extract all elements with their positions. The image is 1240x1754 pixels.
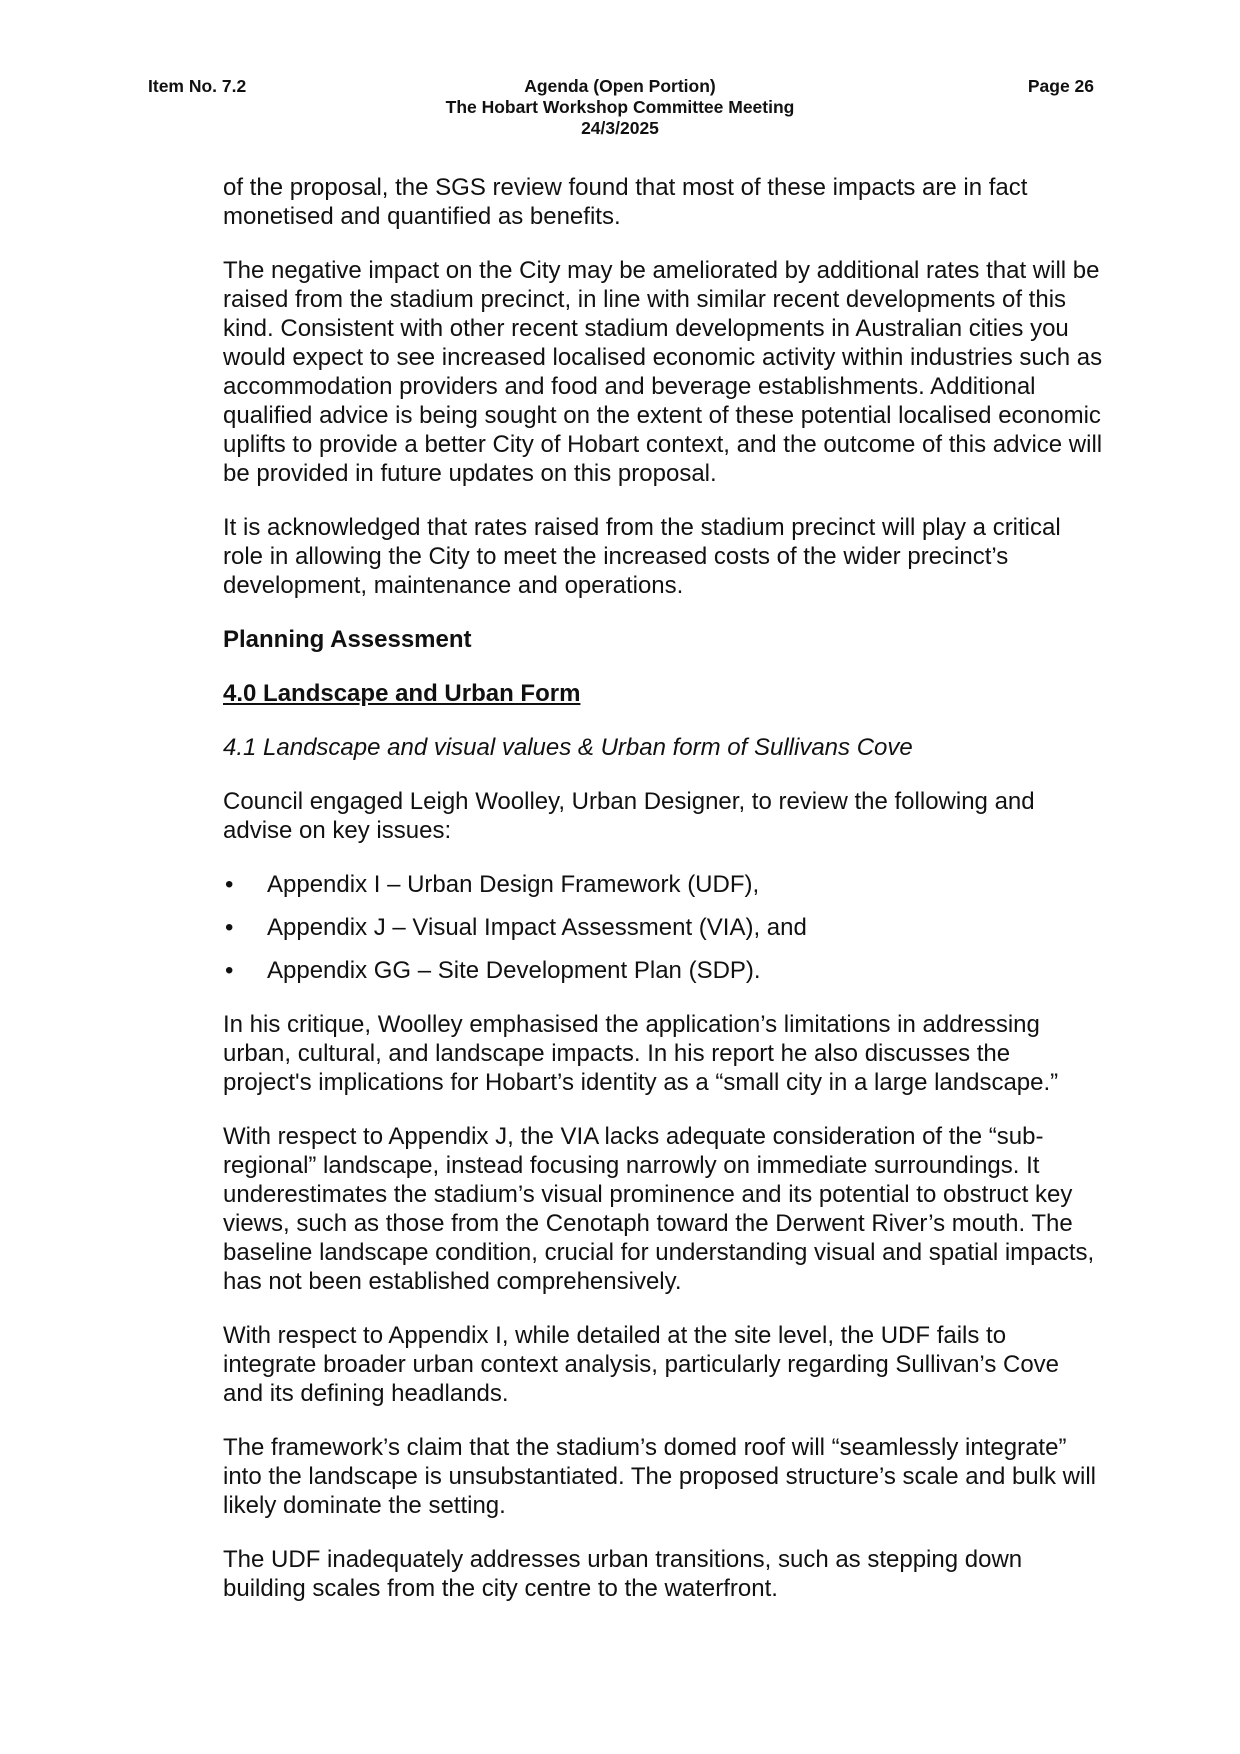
list-item-text: Appendix I – Urban Design Framework (UDF), [267, 871, 760, 898]
appendix-list [223, 870, 1103, 985]
list-item-text: Appendix J – Visual Impact Assessment (VIA), and [267, 914, 807, 941]
paragraph-framework-claim: The framework’s claim that the stadium’s domed roof will “seamlessly integrate” into the landscape is unsubstantiated. The proposed structure’s scale and bulk will likely dominate the setting. [223, 1434, 1096, 1519]
paragraph-urban-transitions: The UDF inadequately addresses urban transitions, such as stepping down building scales from the city centre to the waterfront. [223, 1546, 1023, 1602]
heading-planning-assessment: Planning Assessment [223, 626, 472, 653]
bullet-icon: • [225, 914, 234, 941]
agenda-label: Agenda (Open Portion) [524, 76, 716, 96]
item-number: Item No. 7.2 [148, 76, 247, 96]
meeting-title: The Hobart Workshop Committee Meeting [445, 97, 795, 117]
paragraph-critique: In his critique, Woolley emphasised the application’s limitations in addressing urban, cultural, and landscape impacts. In his report he also discusses the project's implications for Hobart’s identity as a “small city in a large landscape.” [223, 1011, 1059, 1096]
bullet-icon: • [225, 871, 234, 898]
heading-landscape-urban-form: 4.0 Landscape and Urban Form [223, 680, 581, 707]
paragraph-appendix-i: With respect to Appendix I, while detailed at the site level, the UDF fails to integrate broader urban context analysis, particularly regarding Sullivan’s Cove and its defining headlands. [223, 1322, 1060, 1407]
paragraph-appendix-j: With respect to Appendix J, the VIA lacks adequate consideration of the “sub-regional” landscape, instead focusing narrowly on immediate surroundings. It underestimates the stadium’s visual prominence and its potential to obstruct key views, such as those from the Cenotaph toward the Derwent River’s mouth. The baseline landscape condition, crucial for understanding visual and spatial impacts, has not been established comprehensively. [223, 1123, 1095, 1295]
list-item-appendix-i [223, 870, 1103, 899]
document-body [223, 173, 1103, 1628]
paragraph-rates: It is acknowledged that rates raised from the stadium precinct will play a critical role in allowing the City to meet the increased costs of the wider precinct’s development, maintenance and operations. [223, 514, 1061, 599]
paragraph-negative-impact: The negative impact on the City may be ameliorated by additional rates that will be raised from the stadium precinct, in line with similar recent developments of this kind. Consistent with other recent stadium developments in Australian cities you would expect to see increased localised economic activity within industries such as accommodation providers and food and beverage establishments. Additional qualified advice is being sought on the extent of these potential localised economic uplifts to provide a better City of Hobart context, and the outcome of this advice will be provided in future updates on this proposal. [223, 257, 1103, 487]
meeting-date: 24/3/2025 [581, 118, 659, 138]
paragraph-council-engaged: Council engaged Leigh Woolley, Urban Designer, to review the following and advise on key issues: [223, 788, 1035, 844]
page-number: Page 26 [1027, 76, 1094, 96]
paragraph-sgs-review: of the proposal, the SGS review found that most of these impacts are in fact monetised and quantified as benefits. [223, 174, 1028, 230]
list-item-text: Appendix GG – Site Development Plan (SDP). [267, 957, 761, 984]
list-item-appendix-gg [223, 956, 1103, 985]
bullet-icon: • [225, 957, 234, 984]
list-item-appendix-j [223, 913, 1103, 942]
heading-landscape-visual-values: 4.1 Landscape and visual values & Urban form of Sullivans Cove [223, 734, 913, 761]
